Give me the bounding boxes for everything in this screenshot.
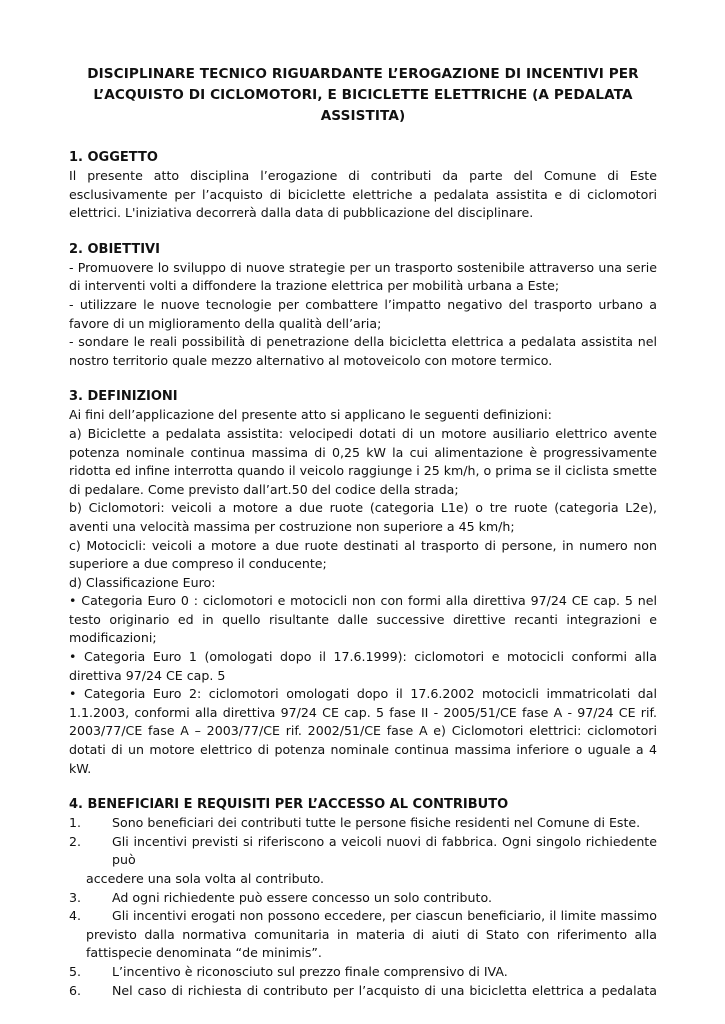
list-item: - utilizzare le nuove tecnologie per combattere l’impatto negativo del trasporto urbano a favore di un miglioramento della qualità dell’aria; xyxy=(69,296,657,331)
section-oggetto xyxy=(69,149,657,223)
section-obiettivi xyxy=(69,241,657,371)
definition-item: b) Ciclomotori: veicoli a motore a due ruote (categoria L1e) o tre ruote (categoria L2e), aventi una velocità massima per costruzione non superiore a 45 km/h; xyxy=(69,500,657,534)
numbered-item xyxy=(69,814,657,833)
item-text-continued: accedere una sola volta al contributo. xyxy=(86,871,325,886)
document-title: DISCIPLINARE TECNICO RIGUARDANTE L’EROGAZIONE DI INCENTIVI PER L’ACQUISTO DI CICLOMOTORI, E BICICLETTE ELETTRICHE (A PEDALATA ASSISTITA) xyxy=(87,66,639,124)
paragraph: Ai fini dell’applicazione del presente atto si applicano le seguenti definizioni: xyxy=(69,407,552,423)
bullet-item: • Categoria Euro 0 : ciclomotori e motocicli non con formi alla direttiva 97/24 CE cap. 5 nel testo originario ed in quello risultante dalle successive direttive recanti integrazioni e modificazioni; xyxy=(69,593,657,646)
section-heading: 4. BENEFICIARI E REQUISITI PER L’ACCESSO AL CONTRIBUTO xyxy=(69,797,509,813)
item-text: L’incentivo è riconosciuto sul prezzo finale comprensivo di IVA. xyxy=(112,963,508,979)
item-text: Gli incentivi erogati non possono eccedere, per ciascun beneficiario, il limite massimo xyxy=(112,908,657,924)
item-text-continued: previsto dalla normativa comunitaria in materia di aiuti di Stato con riferimento alla fattispecie denominata “de minimis”. xyxy=(86,926,657,961)
section-heading: 2. OBIETTIVI xyxy=(69,241,160,257)
document-page xyxy=(69,64,657,1000)
list-item: - Promuovere lo sviluppo di nuove strategie per un trasporto sostenibile attraverso una serie di interventi volti a diffondere la trazione elettrica per mobilità urbana a Este; xyxy=(69,259,657,294)
section-heading: 1. OGGETTO xyxy=(69,150,158,165)
definition-item: a) Biciclette a pedalata assistita: velocipedi dotati di un motore ausiliario elettrico avente potenza nominale continua massima di 0,25 kW la cui alimentazione è progressivamente ridotta ed infine interrotta quando il veicolo raggiunge i 25 km/h, o prima se il ciclista smette di pedalare. Come previsto dall’art.50 del codice della strada; xyxy=(69,425,657,497)
list-item: - sondare le reali possibilità di penetrazione della bicicletta elettrica a pedalata assistita nel nostro territorio quale mezzo alternativo al motoveicolo con motore termico. xyxy=(69,334,657,368)
item-number: 1. xyxy=(69,815,82,831)
numbered-item xyxy=(69,907,657,963)
definition-item: c) Motocicli: veicoli a motore a due ruote destinati al trasporto di persone, in numero non superiore a due compreso il conducente; xyxy=(69,537,657,572)
numbered-item xyxy=(69,982,657,1001)
bullet-item: • Categoria Euro 1 (omologati dopo il 17.6.1999): ciclomotori e motocicli conformi alla direttiva 97/24 CE cap. 5 xyxy=(69,649,657,683)
item-number: 5. xyxy=(69,963,82,979)
item-number: 2. xyxy=(69,833,82,849)
item-text: Sono beneficiari dei contributi tutte le persone fisiche residenti nel Comune di Este. xyxy=(112,815,641,831)
item-number: 6. xyxy=(69,982,82,998)
item-text: Nel caso di richiesta di contributo per l’acquisto di una bicicletta elettrica a pedalata xyxy=(112,982,657,998)
section-definizioni xyxy=(69,388,657,778)
item-text: Ad ogni richiedente può essere concesso un solo contributo. xyxy=(112,889,492,905)
numbered-item xyxy=(69,963,657,982)
numbered-item xyxy=(69,833,657,889)
item-number: 4. xyxy=(69,908,82,924)
section-beneficiari xyxy=(69,796,657,1000)
numbered-item xyxy=(69,889,657,908)
item-text: Gli incentivi previsti si riferiscono a veicoli nuovi di fabbrica. Ogni singolo richiedente può xyxy=(112,833,657,868)
item-number: 3. xyxy=(69,889,82,905)
paragraph: Il presente atto disciplina l’erogazione di contributi da parte del Comune di Este esclusivamente per l’acquisto di biciclette elettriche a pedalata assistita e di ciclomotori elettrici. L'iniziativa decorrerà dalla data di pubblicazione del disciplinare. xyxy=(69,168,657,221)
definition-item: d) Classificazione Euro: xyxy=(69,574,216,590)
section-heading: 3. DEFINIZIONI xyxy=(69,389,178,405)
bullet-item: • Categoria Euro 2: ciclomotori omologati dopo il 17.6.2002 motocicli immatricolati dal 1.1.2003, conformi alla direttiva 97/24 CE cap. 5 fase II - 2005/51/CE fase A - 97/24 CE rif. 2003/77/CE fase A – 2003/77/CE rif. 2002/51/CE fase A e) Ciclomotori elettrici: ciclomotori dotati di un motore elettrico di potenza nominale continua massima inferiore o uguale a 4 kW. xyxy=(69,686,657,776)
